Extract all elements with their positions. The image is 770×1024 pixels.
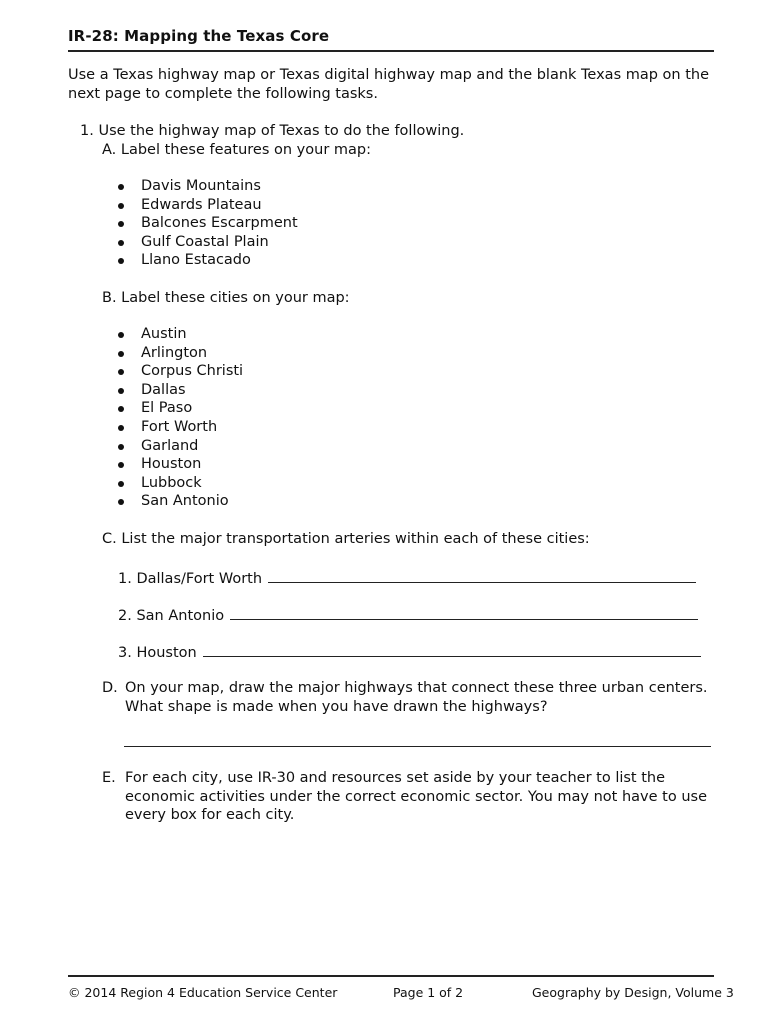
list-item: Lubbock — [116, 474, 243, 493]
list-item: Garland — [116, 437, 243, 456]
section-e-text: For each city, use IR-30 and resources set aside by your teacher to list the economic activities under the correct economic sector. You may not have to use every box for each city. — [125, 770, 707, 823]
section-d-label: D. — [102, 680, 118, 696]
section-b-heading — [102, 289, 350, 308]
list-item: Dallas — [116, 381, 243, 400]
intro-text: Use a Texas highway map or Texas digital highway map and the blank Texas map on the next page to complete the following tasks. — [68, 67, 710, 102]
list-item: Houston — [116, 455, 243, 474]
artery-row-houston — [118, 642, 701, 663]
shape-answer-blank[interactable] — [124, 746, 711, 747]
cities-list — [116, 325, 243, 511]
artery-row-number: 1. — [118, 571, 132, 587]
list-item: El Paso — [116, 399, 243, 418]
footer-divider — [68, 975, 714, 977]
section-c-text: List the major transportation arteries within each of these cities: — [121, 531, 590, 547]
section-c-heading — [102, 530, 590, 549]
footer-copyright: © 2014 Region 4 Education Service Center — [68, 985, 338, 1000]
task-1-number: 1. — [80, 123, 94, 139]
footer-page-number: Page 1 of 2 — [393, 985, 464, 1000]
page-title: IR-28: Mapping the Texas Core — [68, 27, 330, 45]
list-item: Fort Worth — [116, 418, 243, 437]
section-d-text: On your map, draw the major highways that connect these three urban centers. What shape is made when you have drawn the highways? — [125, 680, 708, 715]
list-item: Balcones Escarpment — [116, 214, 298, 233]
answer-blank[interactable] — [230, 605, 698, 620]
list-item: Davis Mountains — [116, 177, 298, 196]
artery-row-city: Houston — [136, 645, 197, 661]
artery-row-city: San Antonio — [136, 608, 225, 624]
section-e — [102, 769, 722, 825]
task-1 — [80, 122, 464, 141]
section-b-text: Label these cities on your map: — [121, 290, 350, 306]
footer-publication: Geography by Design, Volume 3 — [532, 985, 734, 1000]
section-a-label: A. — [102, 142, 117, 158]
list-item: Edwards Plateau — [116, 196, 298, 215]
artery-row-number: 3. — [118, 645, 132, 661]
section-b-label: B. — [102, 290, 117, 306]
list-item: Arlington — [116, 344, 243, 363]
answer-blank[interactable] — [268, 568, 696, 583]
list-item: Corpus Christi — [116, 362, 243, 381]
section-a-text: Label these features on your map: — [120, 142, 371, 158]
task-1-text: Use the highway map of Texas to do the following. — [98, 123, 465, 139]
artery-row-number: 2. — [118, 608, 132, 624]
features-list — [116, 177, 298, 270]
section-d — [102, 679, 722, 716]
list-item: Llano Estacado — [116, 251, 298, 270]
artery-row-dallas — [118, 568, 696, 589]
answer-blank[interactable] — [203, 642, 701, 657]
artery-row-san-antonio — [118, 605, 698, 626]
artery-row-city: Dallas/Fort Worth — [136, 571, 263, 587]
header-divider — [68, 50, 714, 52]
list-item: Austin — [116, 325, 243, 344]
list-item: Gulf Coastal Plain — [116, 233, 298, 252]
section-e-label: E. — [102, 770, 116, 786]
list-item: San Antonio — [116, 492, 243, 511]
section-c-label: C. — [102, 531, 117, 547]
section-a-heading — [102, 141, 371, 160]
